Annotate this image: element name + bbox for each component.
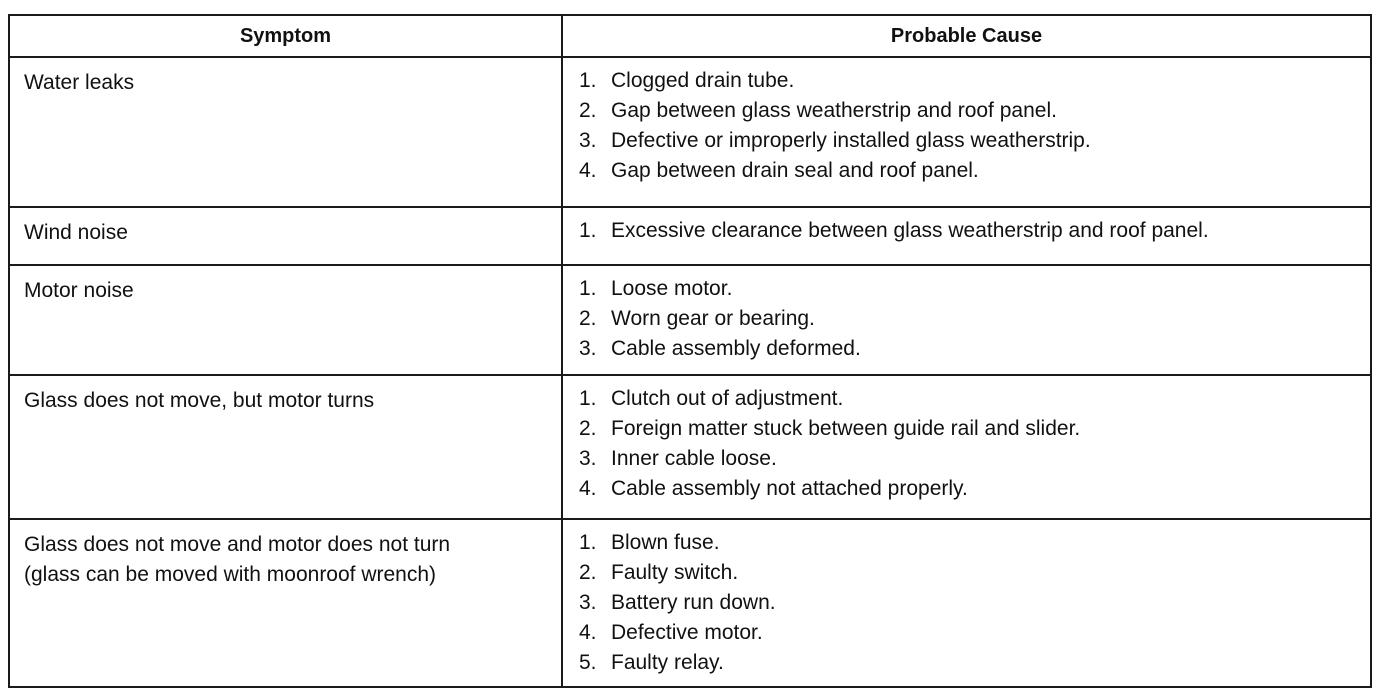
cause-text: Excessive clearance between glass weatherstrip and roof panel. <box>611 219 1209 242</box>
symptom-header: Symptom <box>9 15 562 57</box>
cause-text: Worn gear or bearing. <box>611 307 815 330</box>
table-row <box>9 265 1371 375</box>
cause-item <box>579 588 1362 618</box>
symptom-text: Wind noise <box>24 221 128 244</box>
symptom-text: (glass can be moved with moonroof wrench) <box>24 563 437 586</box>
cause-text: Faulty switch. <box>611 561 739 584</box>
cause-number: 1. <box>579 69 597 92</box>
cause-text: Foreign matter stuck between guide rail and slider. <box>611 417 1081 440</box>
probable-cause-cell <box>562 265 1371 375</box>
header-row <box>9 15 1371 57</box>
cause-item <box>579 474 1362 504</box>
symptom-text: Glass does not move, but motor turns <box>24 389 375 412</box>
symptom-text: Glass does not move and motor does not turn <box>24 533 451 556</box>
cause-number: 3. <box>579 337 597 360</box>
symptom-cell <box>9 519 562 687</box>
cause-number: 4. <box>579 477 597 500</box>
cause-item <box>579 156 1362 186</box>
cause-text: Defective motor. <box>611 621 763 644</box>
cause-number: 4. <box>579 159 597 182</box>
cause-item <box>579 558 1362 588</box>
table-row <box>9 375 1371 519</box>
probable-cause-header: Probable Cause <box>562 15 1371 57</box>
cause-number: 2. <box>579 561 597 584</box>
cause-text: Cable assembly not attached properly. <box>611 477 968 500</box>
cause-item <box>579 66 1362 96</box>
probable-cause-cell <box>562 207 1371 265</box>
cause-item <box>579 648 1362 678</box>
cause-text: Battery run down. <box>611 591 776 614</box>
probable-cause-cell <box>562 519 1371 687</box>
cause-number: 1. <box>579 387 597 410</box>
cause-number: 4. <box>579 621 597 644</box>
cause-text: Cable assembly deformed. <box>611 337 861 360</box>
cause-text: Clogged drain tube. <box>611 69 795 92</box>
cause-number: 2. <box>579 307 597 330</box>
cause-number: 1. <box>579 219 597 242</box>
cause-item <box>579 414 1362 444</box>
cause-number: 3. <box>579 129 597 152</box>
probable-cause-cell <box>562 375 1371 519</box>
cause-number: 1. <box>579 531 597 554</box>
cause-text: Loose motor. <box>611 277 733 300</box>
table-row <box>9 207 1371 265</box>
symptom-cell <box>9 207 562 265</box>
cause-item <box>579 304 1362 334</box>
cause-text: Inner cable loose. <box>611 447 777 470</box>
symptom-cell <box>9 375 562 519</box>
cause-item <box>579 528 1362 558</box>
cause-text: Blown fuse. <box>611 531 720 554</box>
probable-cause-cell <box>562 57 1371 207</box>
cause-item <box>579 96 1362 126</box>
cause-number: 1. <box>579 277 597 300</box>
cause-number: 3. <box>579 591 597 614</box>
cause-item <box>579 618 1362 648</box>
cause-number: 2. <box>579 99 597 122</box>
cause-text: Clutch out of adjustment. <box>611 387 844 410</box>
cause-text: Gap between drain seal and roof panel. <box>611 159 979 182</box>
cause-item <box>579 334 1362 364</box>
cause-number: 3. <box>579 447 597 470</box>
table-row <box>9 519 1371 687</box>
symptom-cell <box>9 265 562 375</box>
cause-number: 2. <box>579 417 597 440</box>
cause-item <box>579 126 1362 156</box>
cause-text: Defective or improperly installed glass weatherstrip. <box>611 129 1091 152</box>
symptom-text: Motor noise <box>24 279 134 302</box>
cause-item <box>579 444 1362 474</box>
troubleshooting-table <box>8 14 1372 688</box>
table-row <box>9 57 1371 207</box>
symptom-cell <box>9 57 562 207</box>
cause-item <box>579 384 1362 414</box>
cause-text: Faulty relay. <box>611 651 724 674</box>
symptom-text: Water leaks <box>24 71 135 94</box>
cause-number: 5. <box>579 651 597 674</box>
cause-item <box>579 274 1362 304</box>
cause-item <box>579 216 1362 246</box>
cause-text: Gap between glass weatherstrip and roof panel. <box>611 99 1057 122</box>
table-body <box>9 57 1371 687</box>
